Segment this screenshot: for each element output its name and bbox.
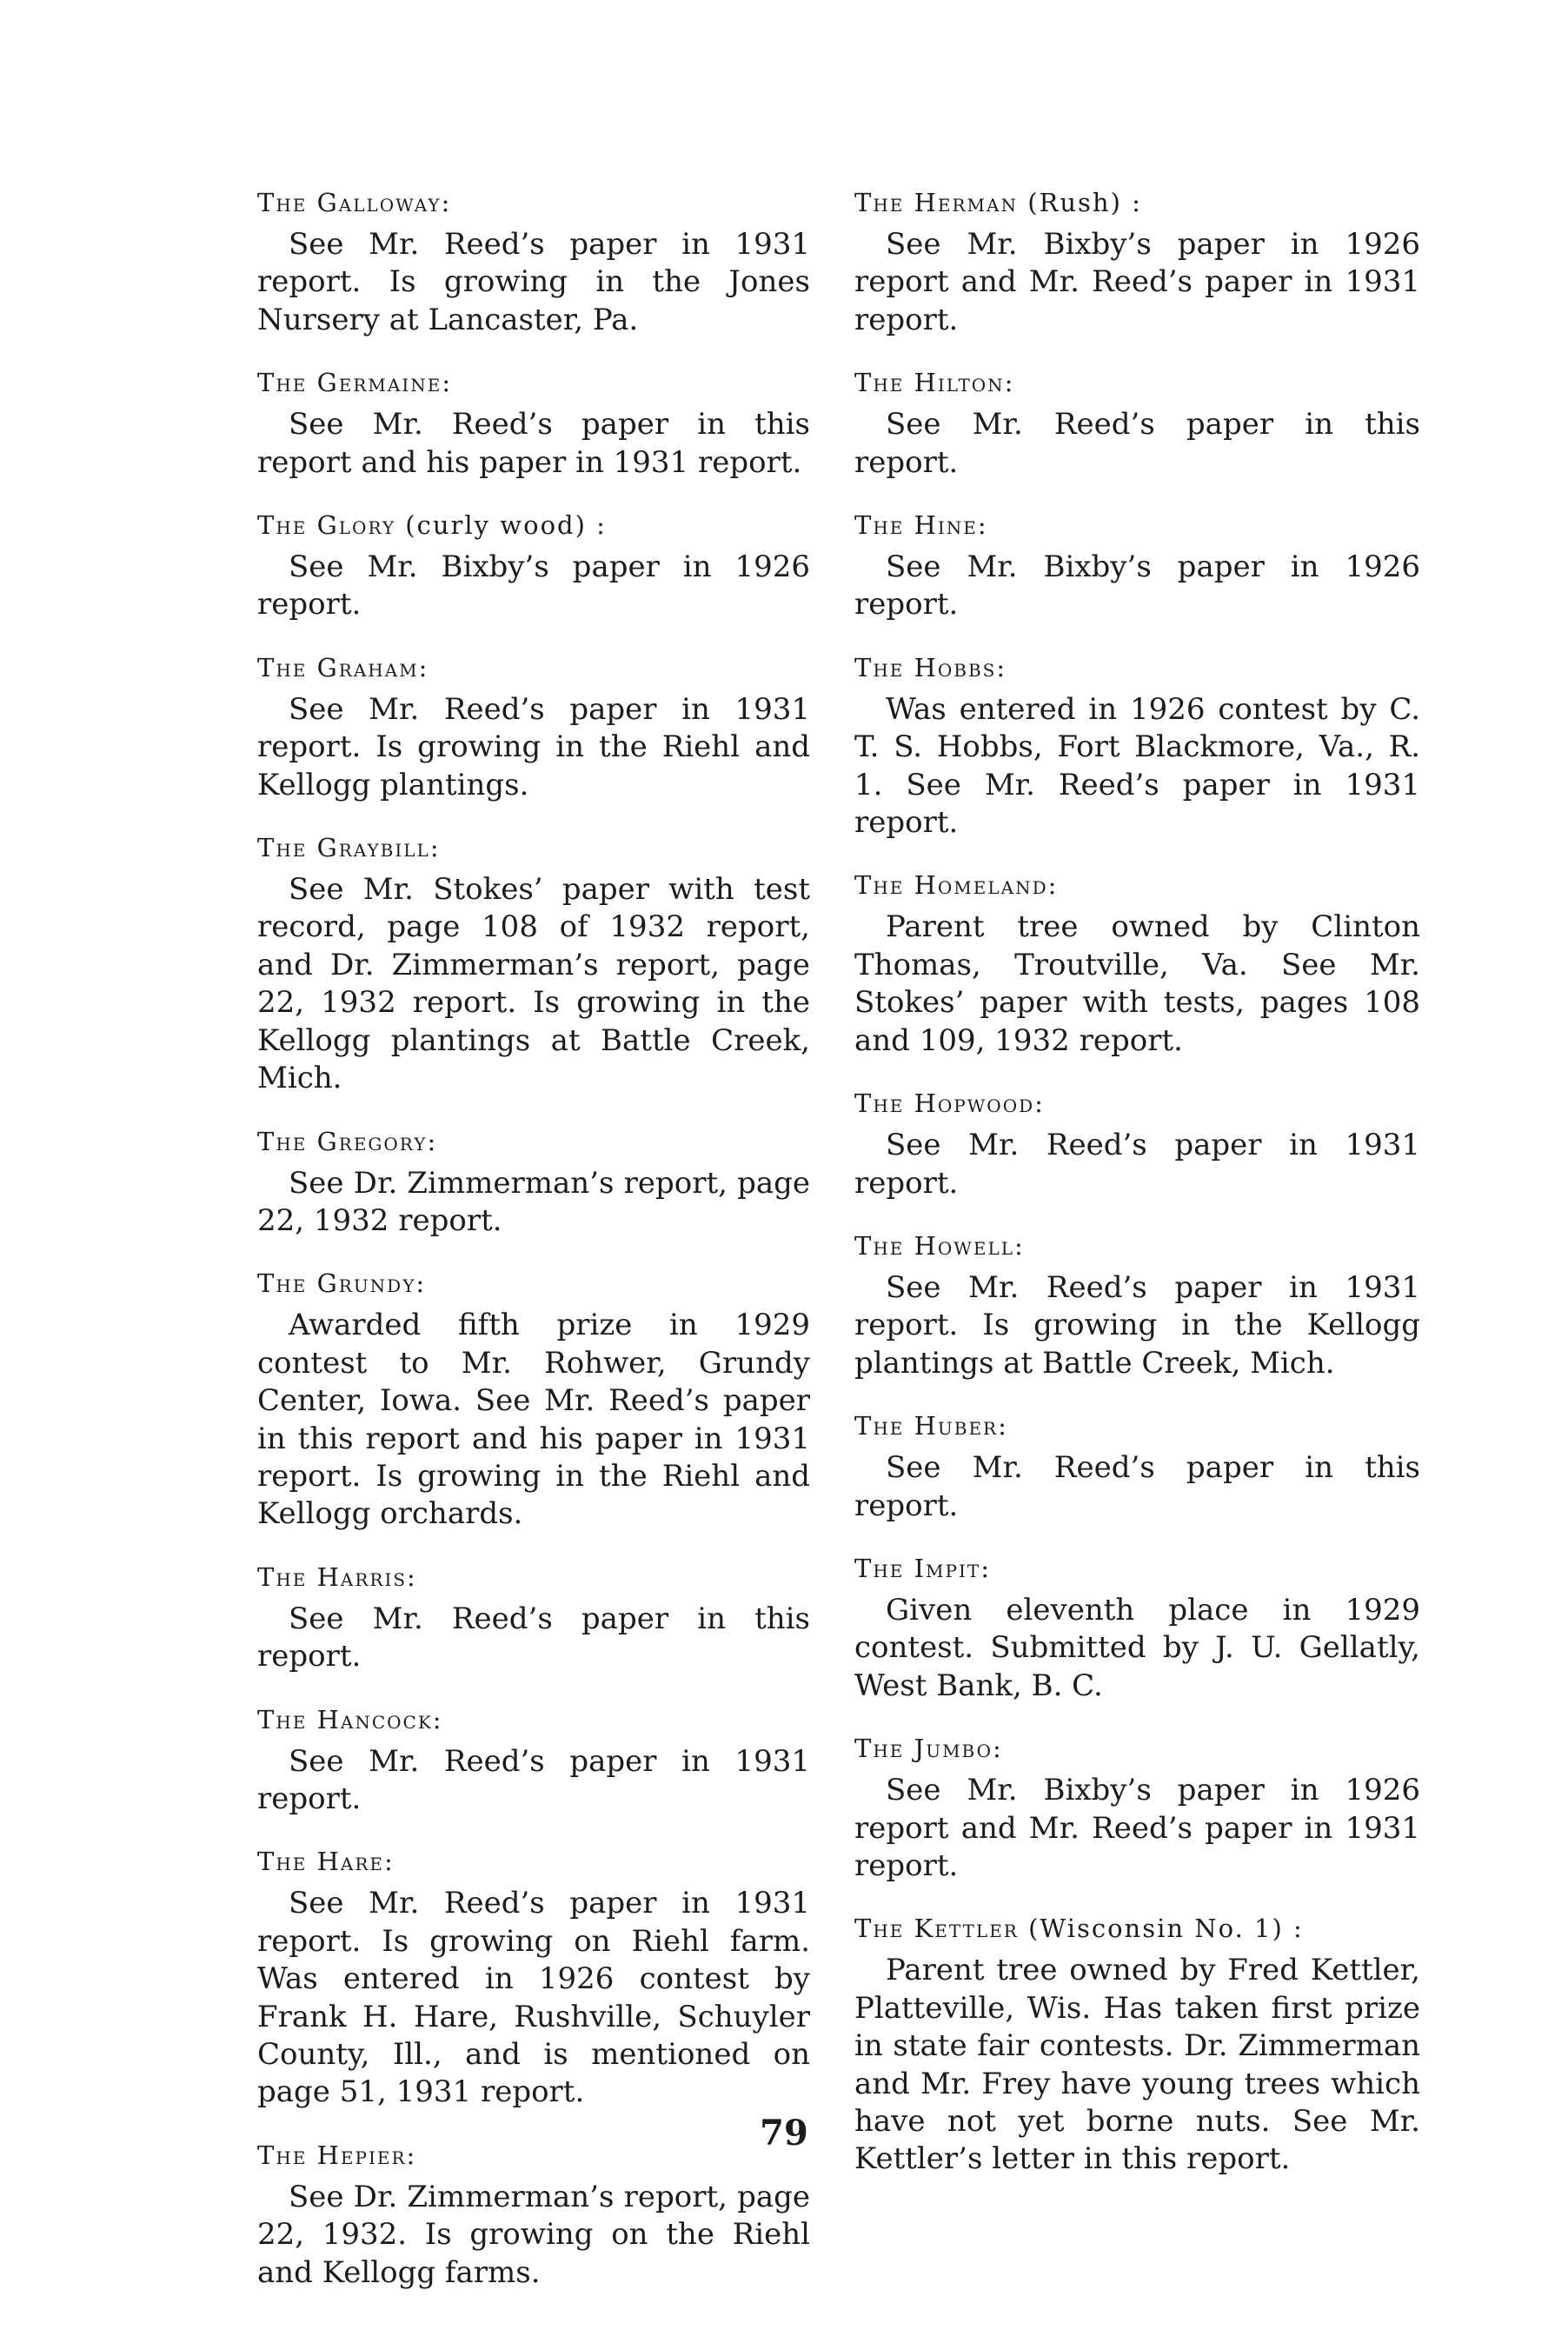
entry-text: See Dr. Zimmerman’s report, page 22, 1932 report. <box>257 1165 810 1238</box>
entry-text: Given eleventh place in 1929 contest. Submitted by J. U. Gellatly, West Bank, B. C. <box>854 1592 1420 1703</box>
entry-gregory <box>257 1125 810 1241</box>
entry-heading <box>854 869 1420 902</box>
variety-name: The Hilton: <box>854 368 1015 398</box>
entry-text: See Mr. Bixby’s paper in 1926 report. <box>854 549 1420 622</box>
entry-text: Parent tree owned by Clinton Thomas, Troutville, Va. See Mr. Stokes’ paper with tests, pages 108 and 109, 1932 report. <box>854 909 1420 1058</box>
entry-text: See Mr. Reed’s paper in 1931 report. <box>257 1743 810 1816</box>
entry-heading <box>854 1229 1420 1262</box>
variety-name: The Huber: <box>854 1411 1008 1441</box>
variety-name: The Germaine: <box>257 368 453 398</box>
entry-hepier <box>257 2139 810 2292</box>
entry-text: Awarded fifth prize in 1929 contest to Mr. Rohwer, Grundy Center, Iowa. See Mr. Reed’s paper in this report and his paper in 1931 report. Is growing in the Riehl and Kellogg orchards. <box>257 1308 810 1532</box>
entry-grundy <box>257 1267 810 1533</box>
entry-text: See Mr. Stokes’ paper with test record, page 108 of 1932 report, and Dr. Zimmerman’s report, page 22, 1932 report. Is growing in the Kellogg plantings at Battle Creek, Mich. <box>257 872 810 1096</box>
entry-heading <box>257 186 810 219</box>
right-column <box>854 186 1420 2206</box>
entry-howell <box>854 1229 1420 1382</box>
entry-text: See Mr. Bixby’s paper in 1926 report and Mr. Reed’s paper in 1931 report. <box>854 227 1420 337</box>
entry-graham <box>257 651 810 804</box>
page-number: 79 <box>760 2113 808 2154</box>
entry-hine <box>854 509 1420 624</box>
variety-name: The Hine: <box>854 510 988 541</box>
entry-text: See Dr. Zimmerman’s report, page 22, 1932. Is growing on the Riehl and Kellogg farms. <box>257 2179 810 2290</box>
variety-name: The Harris: <box>257 1561 417 1592</box>
variety-name: The Kettler <box>854 1914 1019 1944</box>
entry-heading <box>257 651 810 684</box>
entry-heading <box>257 1561 810 1594</box>
entry-text: See Mr. Reed’s paper in 1931 report. Is growing on Riehl farm. Was entered in 1926 contest by Frank H. Hare, Rushville, Schuyler County, Ill., and is mentioned on page 51, 1931 report. <box>257 1886 810 2110</box>
variety-name: The Galloway: <box>257 188 452 217</box>
variety-name: The Jumbo: <box>854 1734 1003 1764</box>
entry-impit <box>854 1552 1420 1705</box>
variety-name: The Impit: <box>854 1553 992 1583</box>
variety-name: The Howell: <box>854 1230 1025 1261</box>
variety-name: The Homeland: <box>854 870 1059 901</box>
entry-hancock <box>257 1703 810 1819</box>
variety-name: The Hare: <box>257 1847 395 1877</box>
entry-galloway <box>257 186 810 339</box>
entry-jumbo <box>854 1732 1420 1885</box>
entry-heading <box>854 186 1420 219</box>
entry-heading <box>257 366 810 399</box>
entry-heading <box>257 1703 810 1736</box>
entry-text: Parent tree owned by Fred Kettler, Platteville, Wis. Has taken first prize in state fair contests. Dr. Zimmerman and Mr. Frey have young trees which have not yet borne nuts. See Mr. Kettler’s letter in this report. <box>854 1953 1420 2177</box>
entry-text: See Mr. Bixby’s paper in 1926 report and Mr. Reed’s paper in 1931 report. <box>854 1773 1420 1883</box>
variety-name: The Graybill: <box>257 833 441 863</box>
variety-note: (Rush) : <box>1017 188 1142 217</box>
entry-text: See Mr. Reed’s paper in this report. <box>854 407 1420 480</box>
entry-heading <box>257 831 810 864</box>
entry-text: See Mr. Reed’s paper in this report and his paper in 1931 report. <box>257 407 810 480</box>
entry-heading <box>257 509 810 542</box>
entry-heading <box>854 366 1420 399</box>
variety-name: The Glory <box>257 510 396 541</box>
entry-huber <box>854 1409 1420 1525</box>
entry-text: See Mr. Bixby’s paper in 1926 report. <box>257 549 810 622</box>
variety-name: The Graham: <box>257 652 429 682</box>
entry-harris <box>257 1561 810 1676</box>
entry-heading <box>854 651 1420 684</box>
entry-germaine <box>257 366 810 482</box>
left-column <box>257 186 810 2319</box>
entry-hare <box>257 1845 810 2111</box>
entry-text: Was entered in 1926 contest by C. T. S. Hobbs, Fort Blackmore, Va., R. 1. See Mr. Reed’s paper in 1931 report. <box>854 691 1420 841</box>
variety-name: The Hepier: <box>257 2140 417 2170</box>
entry-text: See Mr. Reed’s paper in 1931 report. <box>854 1128 1420 1201</box>
entry-hobbs <box>854 651 1420 842</box>
variety-name: The Herman <box>854 188 1018 217</box>
entry-heading <box>257 1267 810 1300</box>
variety-name: The Hopwood: <box>854 1088 1045 1119</box>
entry-heading <box>854 509 1420 542</box>
variety-note: (Wisconsin No. 1) : <box>1018 1914 1304 1944</box>
entry-heading <box>854 1912 1420 1945</box>
variety-name: The Grundy: <box>257 1268 427 1299</box>
entry-hopwood <box>854 1087 1420 1202</box>
variety-name: The Gregory: <box>257 1126 438 1156</box>
entry-text: See Mr. Reed’s paper in 1931 report. Is growing in the Jones Nursery at Lancaster, Pa. <box>257 227 810 337</box>
entry-text: See Mr. Reed’s paper in this report. <box>257 1601 810 1674</box>
entry-heading <box>854 1409 1420 1442</box>
entry-heading <box>257 1845 810 1878</box>
variety-name: The Hobbs: <box>854 652 1007 682</box>
entry-herman <box>854 186 1420 339</box>
entry-homeland <box>854 869 1420 1060</box>
entry-heading <box>257 1125 810 1158</box>
entry-heading <box>854 1552 1420 1585</box>
entry-text: See Mr. Reed’s paper in 1931 report. Is growing in the Riehl and Kellogg plantings. <box>257 691 810 802</box>
entry-graybill <box>257 831 810 1097</box>
entry-glory <box>257 509 810 624</box>
entry-text: See Mr. Reed’s paper in this report. <box>854 1450 1420 1523</box>
entry-hilton <box>854 366 1420 482</box>
variety-name: The Hancock: <box>257 1704 443 1734</box>
entry-heading <box>854 1087 1420 1120</box>
entry-heading <box>854 1732 1420 1765</box>
variety-note: (curly wood) : <box>395 510 607 541</box>
entry-text: See Mr. Reed’s paper in 1931 report. Is growing in the Kellogg plantings at Battle Creek, Mich. <box>854 1269 1420 1381</box>
